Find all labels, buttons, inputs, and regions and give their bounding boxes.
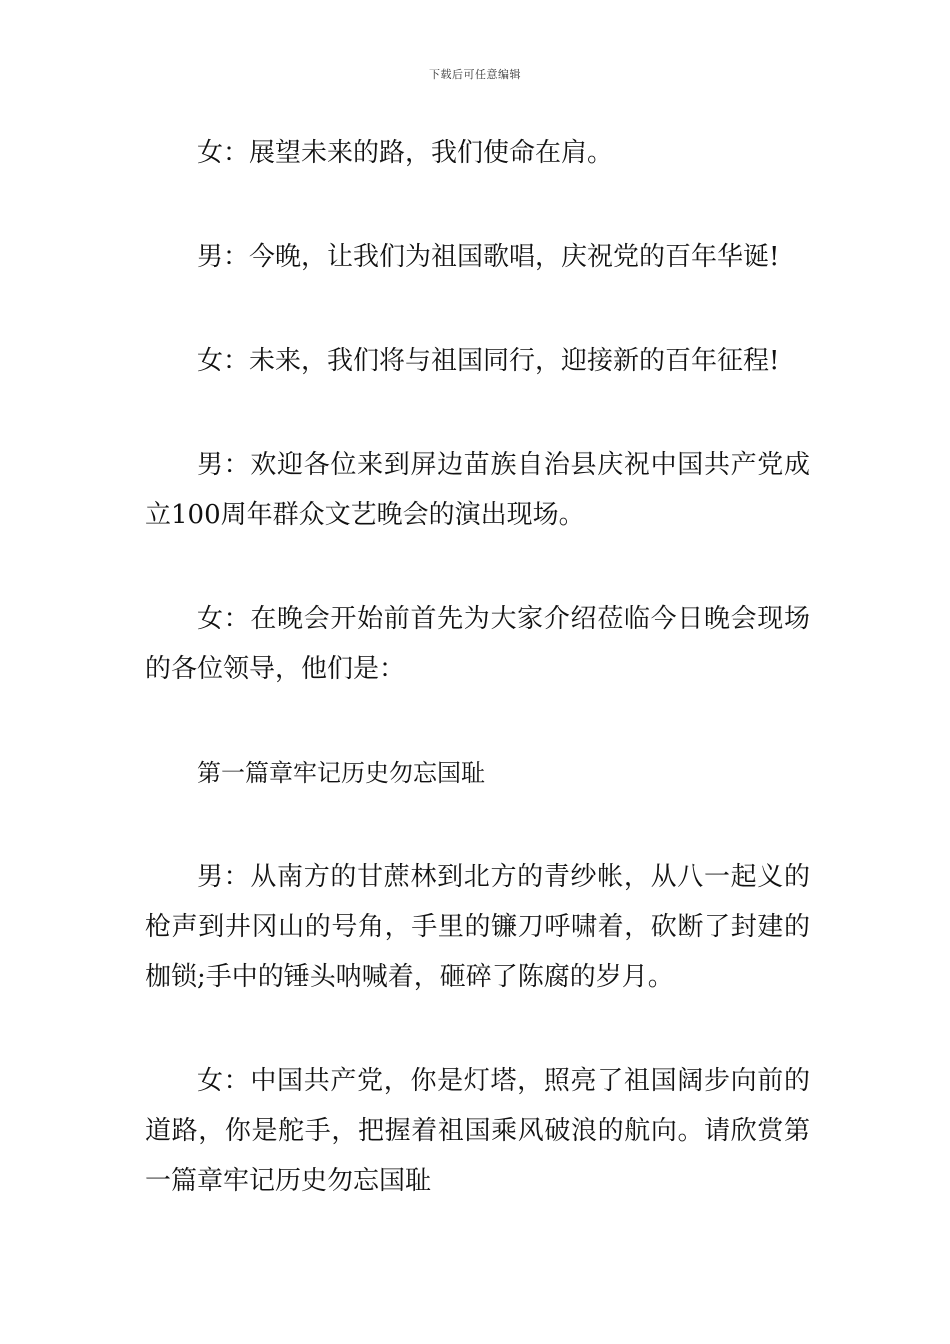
paragraph-2: 男：今晚，让我们为祖国歌唱，庆祝党的百年华诞!	[197, 242, 780, 272]
paragraph-3: 女：未来，我们将与祖国同行，迎接新的百年征程!	[197, 346, 780, 376]
paragraph-1: 女：展望未来的路，我们使命在肩。	[197, 138, 614, 168]
document-body	[145, 128, 810, 1206]
paragraph-5: 女：在晚会开始前首先为大家介绍莅临今日晚会现场的各位领导，他们是：	[145, 604, 810, 684]
paragraph-7: 男：从南方的甘蔗林到北方的青纱帐，从八一起义的枪声到井冈山的号角，手里的镰刀呼啸着，砍断了封建的枷锁;手中的锤头呐喊着，砸碎了陈腐的岁月。	[145, 862, 810, 992]
paragraph-4: 男：欢迎各位来到屏边苗族自治县庆祝中国共产党成立100周年群众文艺晚会的演出现场。	[145, 450, 810, 530]
section-heading: 第一篇章牢记历史勿忘国耻	[197, 759, 485, 787]
page-header: 下载后可任意编辑	[429, 68, 521, 81]
paragraph-8: 女：中国共产党，你是灯塔，照亮了祖国阔步向前的道路，你是舵手，把握着祖国乘风破浪的航向。请欣赏第一篇章牢记历史勿忘国耻	[145, 1066, 810, 1196]
